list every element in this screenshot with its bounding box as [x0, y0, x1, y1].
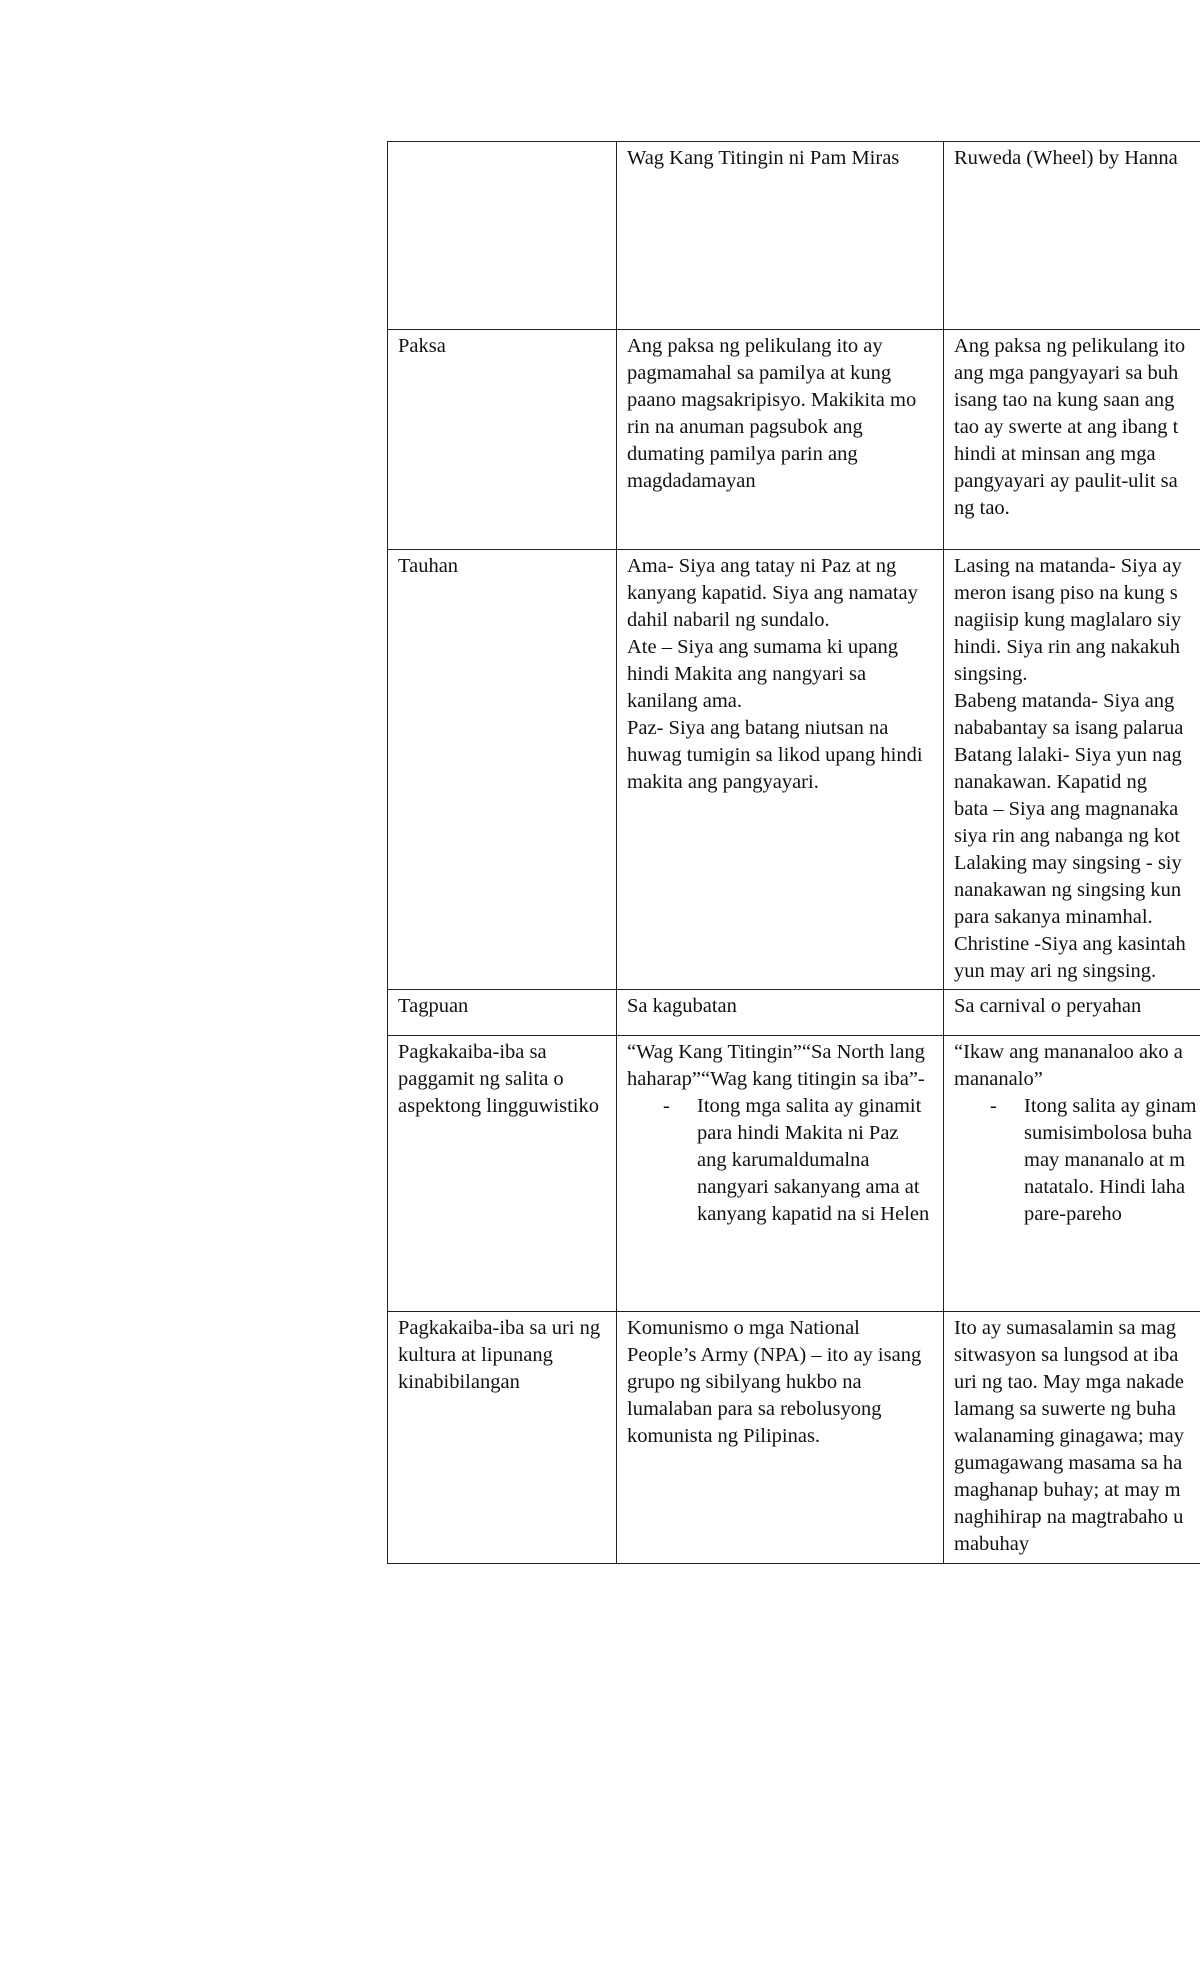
row-label-paksa: Paksa — [388, 330, 617, 550]
dash-bullet: - — [990, 1095, 997, 1117]
table-row-tauhan — [388, 550, 1200, 990]
list-item: - Itong mga salita ay ginamit para hindi Makita ni Paz ang karumaldumalna nangyari sakanyang ama at kanyang kapatid na si Helen — [663, 1095, 930, 1225]
header-cell-empty — [388, 142, 617, 330]
tauhan-film-2: Lasing na matanda- Siya ay meron isang piso na kung s nagiisip kung maglalaro siy hindi. Siya rin ang nakakuh singsing. Babeng matanda- Siya ang nababantay sa isang palarua Batang lalaki- Siya yun nag nanakawan. Kapatid ng bata – Siya ang magnanaka siya rin ang nabanga ng kot Lalaking may singsing - siy nanakawan ng singsing kun para sakanya minamhal. Christine -Siya ang kasintah yun may ari ng singsing. — [944, 550, 1200, 990]
kultura-film-1: Komunismo o mga National People’s Army (NPA) – ito ay isang grupo ng sibilyang hukbo na lumalaban para sa rebolusyong komunista ng Pilipinas. — [617, 1312, 944, 1564]
salita-film-1-list — [627, 1093, 933, 1228]
table-header-row — [388, 142, 1200, 330]
dash-bullet: - — [663, 1095, 670, 1117]
table-row-kultura — [388, 1312, 1200, 1564]
salita-film-2-list — [954, 1093, 1200, 1228]
row-label-salita: Pagkakaiba-iba sa paggamit ng salita o aspektong lingguwistiko — [388, 1036, 617, 1312]
tagpuan-film-1: Sa kagubatan — [617, 990, 944, 1036]
tagpuan-film-2: Sa carnival o peryahan — [944, 990, 1200, 1036]
salita-film-1: “Wag Kang Titingin”“Sa North lang haharap”“Wag kang titingin sa iba”- - Itong mga salita ay ginamit para hindi Makita ni Paz ang karumaldumalna nangyari sakanyang ama at kanyang kapatid na si Helen — [617, 1036, 944, 1312]
table-row-tagpuan — [388, 990, 1200, 1036]
row-label-kultura: Pagkakaiba-iba sa uri ng kultura at lipunang kinabibilangan — [388, 1312, 617, 1564]
salita-film-2: “Ikaw ang mananaloo ako a mananalo” - Itong salita ay ginam sumisimbolosa buha may mananalo at m natatalo. Hindi laha pare-pareho — [944, 1036, 1200, 1312]
header-cell-film-1: Wag Kang Titingin ni Pam Miras — [617, 142, 944, 330]
comparison-table — [387, 141, 1200, 1564]
paksa-film-2: Ang paksa ng pelikulang ito ang mga pangyayari sa buh isang tao na kung saan ang tao ay swerte at ang ibang t hindi at minsan ang mga pangyayari ay paulit-ulit sa ng tao. — [944, 330, 1200, 550]
kultura-film-2: Ito ay sumasalamin sa mag sitwasyon sa lungsod at iba uri ng tao. May mga nakade lamang sa suwerte ng buha walanaming ginagawa; may gumagawang masama sa ha maghanap buhay; at may m naghihirap na magtrabaho u mabuhay — [944, 1312, 1200, 1564]
row-label-tagpuan: Tagpuan — [388, 990, 617, 1036]
paksa-film-1: Ang paksa ng pelikulang ito ay pagmamahal sa pamilya at kung paano magsakripisyo. Makikita mo rin na anuman pagsubok ang dumating pamilya parin ang magdadamayan — [617, 330, 944, 550]
tauhan-film-1: Ama- Siya ang tatay ni Paz at ng kanyang kapatid. Siya ang namatay dahil nabaril ng sundalo. Ate – Siya ang sumama ki upang hindi Makita ang nangyari sa kanilang ama. Paz- Siya ang batang niutsan na huwag tumigin sa likod upang hindi makita ang pangyayari. — [617, 550, 944, 990]
header-cell-film-2: Ruweda (Wheel) by Hanna — [944, 142, 1200, 330]
table-row-paksa — [388, 330, 1200, 550]
list-item: - Itong salita ay ginam sumisimbolosa buha may mananalo at m natatalo. Hindi laha pare-pareho — [990, 1095, 1197, 1225]
row-label-tauhan: Tauhan — [388, 550, 617, 990]
table-row-salita — [388, 1036, 1200, 1312]
